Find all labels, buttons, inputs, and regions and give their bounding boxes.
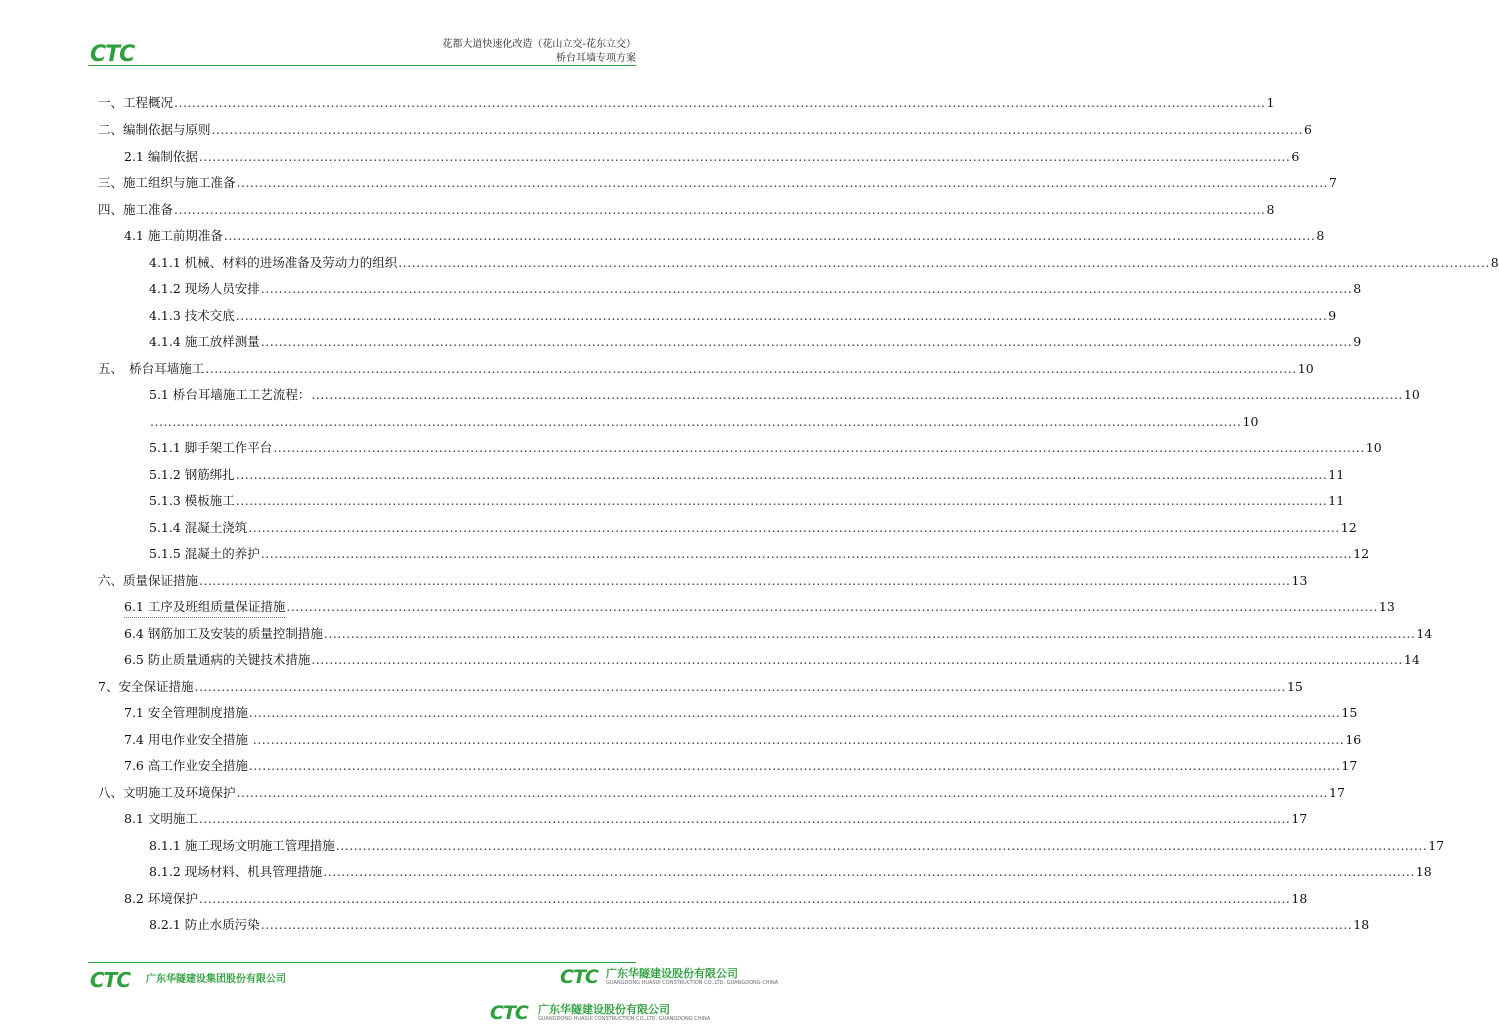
toc-entry-page: 8: [1316, 228, 1325, 243]
toc-entry[interactable]: [124, 756, 1358, 776]
toc-leader-dots: [273, 438, 1365, 458]
toc-entry-page: 8: [1266, 202, 1275, 217]
toc-entry-page: 13: [1378, 599, 1395, 614]
toc-entry-page: 8: [1490, 255, 1499, 270]
document-title-line1: 花都大道快速化改造（花山立交-花东立交）: [442, 39, 636, 50]
toc-entry[interactable]: [98, 783, 1345, 803]
toc-leader-dots: [199, 809, 1291, 829]
toc-entry-title: 8.2 环境保护: [124, 891, 198, 906]
document-title: [442, 38, 636, 66]
toc-entry[interactable]: [149, 332, 1362, 352]
toc-leader-dots: [336, 836, 1428, 856]
toc-leader-dots: [199, 147, 1291, 167]
toc-entry-page: 6: [1304, 122, 1312, 137]
toc-entry-page: 18: [1353, 917, 1370, 932]
toc-entry[interactable]: [149, 412, 1259, 432]
toc-entry[interactable]: [98, 677, 1303, 697]
toc-leader-dots: [323, 862, 1415, 882]
toc-entry-page: 10: [1297, 361, 1314, 376]
toc-leader-dots: [174, 93, 1266, 113]
header-divider: [88, 65, 636, 66]
toc-entry[interactable]: [124, 889, 1308, 909]
toc-entry-page: 17: [1341, 758, 1358, 773]
toc-entry-title: 7.6 高工作业安全措施: [124, 758, 248, 773]
toc-entry[interactable]: [98, 120, 1312, 140]
toc-entry-title: 5.1.4 混凝土浇筑: [149, 520, 248, 535]
toc-entry-title: 四、施工准备: [98, 202, 174, 217]
toc-entry[interactable]: [149, 438, 1382, 458]
toc-entry-title: 6.1 工序及班组质量保证措施: [124, 597, 285, 618]
toc-entry-title: 4.1.1 机械、材料的进场准备及劳动力的组织: [149, 255, 398, 270]
toc-leader-dots: [150, 412, 1242, 432]
toc-entry-page: 15: [1341, 705, 1358, 720]
toc-entry[interactable]: [149, 279, 1362, 299]
toc-entry-page: 10: [1365, 440, 1382, 455]
toc-entry[interactable]: [149, 491, 1345, 511]
toc-entry-title: 5.1.2 钢筋绑扎: [149, 467, 235, 482]
toc-entry-title: 2.1 编制依据: [124, 149, 198, 164]
toc-entry-title: 六、质量保证措施: [98, 573, 199, 588]
toc-entry-title: 6.5 防止质量通病的关键技术措施: [124, 652, 311, 667]
toc-entry[interactable]: [149, 862, 1432, 882]
toc-leader-dots: [174, 200, 1266, 220]
toc-entry[interactable]: [98, 359, 1314, 379]
toc-leader-dots: [261, 332, 1353, 352]
toc-entry-title: 八、文明施工及环境保护: [98, 785, 236, 800]
toc-leader-dots: [248, 518, 1340, 538]
toc-entry-title: 5.1.1 脚手架工作平台: [149, 440, 273, 455]
toc-entry-page: 11: [1328, 493, 1345, 508]
toc-entry-title: 4.1 施工前期准备: [124, 228, 223, 243]
toc-entry-page: 1: [1266, 95, 1275, 110]
toc-entry-page: 18: [1415, 864, 1432, 879]
toc-leader-dots: [261, 279, 1353, 299]
toc-entry-title: 一、工程概况: [98, 95, 174, 110]
toc-entry-title: 4.1.3 技术交底: [149, 308, 235, 323]
toc-leader-dots: [236, 306, 1328, 326]
toc-entry[interactable]: [149, 836, 1445, 856]
toc-leader-dots: [236, 491, 1328, 511]
toc-entry-title: 8.2.1 防止水质污染: [149, 917, 260, 932]
toc-entry-title: 8.1.1 施工现场文明施工管理措施: [149, 838, 335, 853]
toc-entry-page: 14: [1403, 652, 1420, 667]
toc-entry-title: 五、 桥台耳墙施工: [98, 361, 205, 376]
toc-entry-title: 7.4 用电作业安全措施: [124, 732, 252, 747]
toc-entry-title: 二、编制依据与原则: [98, 122, 211, 137]
toc-entry-page: 7: [1329, 175, 1337, 190]
toc-leader-dots: [199, 571, 1291, 591]
toc-entry-page: 13: [1291, 573, 1308, 588]
toc-entry-title: 5.1.5 混凝土的养护: [149, 546, 260, 561]
toc-entry[interactable]: [124, 624, 1433, 644]
footer-company-name: 广东华隧建设集团股份有限公司: [146, 974, 286, 985]
toc-entry[interactable]: [149, 465, 1345, 485]
toc-entry-title: 5.1.3 模板施工: [149, 493, 235, 508]
brand-name: 广东华隧建设股份有限公司: [606, 967, 738, 980]
toc-entry-title: 7.1 安全管理制度措施: [124, 705, 248, 720]
toc-leader-dots: [236, 465, 1328, 485]
toc-entry[interactable]: [149, 385, 1420, 405]
ctc-logo: CTC: [90, 968, 130, 992]
toc-entry-title: 8.1.2 现场材料、机具管理措施: [149, 864, 323, 879]
toc-entry-page: 15: [1286, 679, 1303, 694]
toc-entry[interactable]: [124, 650, 1420, 670]
toc-entry-title: 6.4 钢筋加工及安装的质量控制措施: [124, 626, 323, 641]
toc-entry-page: 9: [1328, 308, 1337, 323]
toc-leader-dots: [237, 173, 1329, 193]
toc-entry[interactable]: [124, 703, 1358, 723]
toc-leader-dots: [311, 650, 1403, 670]
toc-entry[interactable]: [149, 253, 1499, 273]
toc-leader-dots: [199, 889, 1291, 909]
toc-entry-title: 5.1 桥台耳墙施工工艺流程：: [149, 387, 311, 402]
toc-entry-page: 14: [1416, 626, 1433, 641]
toc-entry[interactable]: [149, 915, 1370, 935]
toc-entry-title: 8.1 文明施工: [124, 811, 198, 826]
toc-entry[interactable]: [98, 200, 1275, 220]
page-header: [0, 0, 724, 70]
toc-entry[interactable]: [124, 730, 1362, 750]
toc-leader-dots: [249, 703, 1341, 723]
toc-entry[interactable]: [149, 544, 1370, 564]
toc-entry-page: 9: [1353, 334, 1362, 349]
toc-leader-dots: [249, 756, 1341, 776]
brand-name: 广东华隧建设股份有限公司: [538, 1003, 670, 1016]
toc-leader-dots: [224, 226, 1316, 246]
toc-entry[interactable]: [124, 809, 1308, 829]
toc-entry[interactable]: [98, 93, 1275, 113]
toc-leader-dots: [286, 597, 1378, 617]
toc-leader-dots: [194, 677, 1286, 697]
toc-entry[interactable]: [98, 571, 1308, 591]
toc-entry-page: 12: [1353, 546, 1370, 561]
ctc-logo: CTC: [490, 1002, 528, 1024]
toc-entry-title: 4.1.4 施工放样测量: [149, 334, 260, 349]
toc-leader-dots: [324, 624, 1416, 644]
toc-entry-page: 17: [1291, 811, 1308, 826]
toc-leader-dots: [253, 730, 1345, 750]
toc-leader-dots: [261, 915, 1353, 935]
toc-entry[interactable]: [149, 306, 1337, 326]
toc-entry-page: 17: [1329, 785, 1345, 800]
toc-entry[interactable]: [124, 597, 1395, 617]
ctc-logo: CTC: [560, 966, 598, 988]
toc-entry-page: 17: [1428, 838, 1445, 853]
toc-entry-title: 7、安全保证措施: [98, 679, 194, 694]
toc-entry-title: 三、施工组织与施工准备: [98, 175, 236, 190]
toc-leader-dots: [311, 385, 1403, 405]
toc-entry-page: 6: [1291, 149, 1300, 164]
toc-entry-page: 8: [1353, 281, 1362, 296]
toc-entry-title: 4.1.2 现场人员安排: [149, 281, 260, 296]
footer-divider: [88, 962, 636, 963]
brand-subtitle: GUANGDONG HUASUI CONSTRUCTION CO.,LTD. GUANGDONG CHINA: [538, 1016, 711, 1022]
toc-entry[interactable]: [124, 147, 1300, 167]
toc-leader-dots: [237, 783, 1329, 803]
toc-leader-dots: [261, 544, 1353, 564]
toc-entry[interactable]: [149, 518, 1357, 538]
brand-subtitle: GUANGDONG HUASUI CONSTRUCTION CO.,LTD. GUANGDONG CHINA: [606, 980, 779, 986]
toc-entry-page: 16: [1345, 732, 1362, 747]
company-brand-mark: [560, 966, 779, 990]
company-brand-mark: [490, 1002, 711, 1026]
toc-entry-page: 12: [1340, 520, 1357, 535]
toc-entry-page: 10: [1403, 387, 1420, 402]
toc-entry-page: 11: [1328, 467, 1345, 482]
toc-entry-page: 10: [1242, 414, 1259, 429]
toc-leader-dots: [398, 253, 1490, 273]
toc-entry[interactable]: [124, 226, 1325, 246]
ctc-logo: CTC: [90, 42, 135, 67]
toc-entry-page: 18: [1291, 891, 1308, 906]
toc-entry[interactable]: [98, 173, 1337, 193]
document-title-line2: 桥台耳墙专项方案: [556, 53, 636, 64]
toc-leader-dots: [205, 359, 1297, 379]
toc-leader-dots: [212, 120, 1304, 140]
